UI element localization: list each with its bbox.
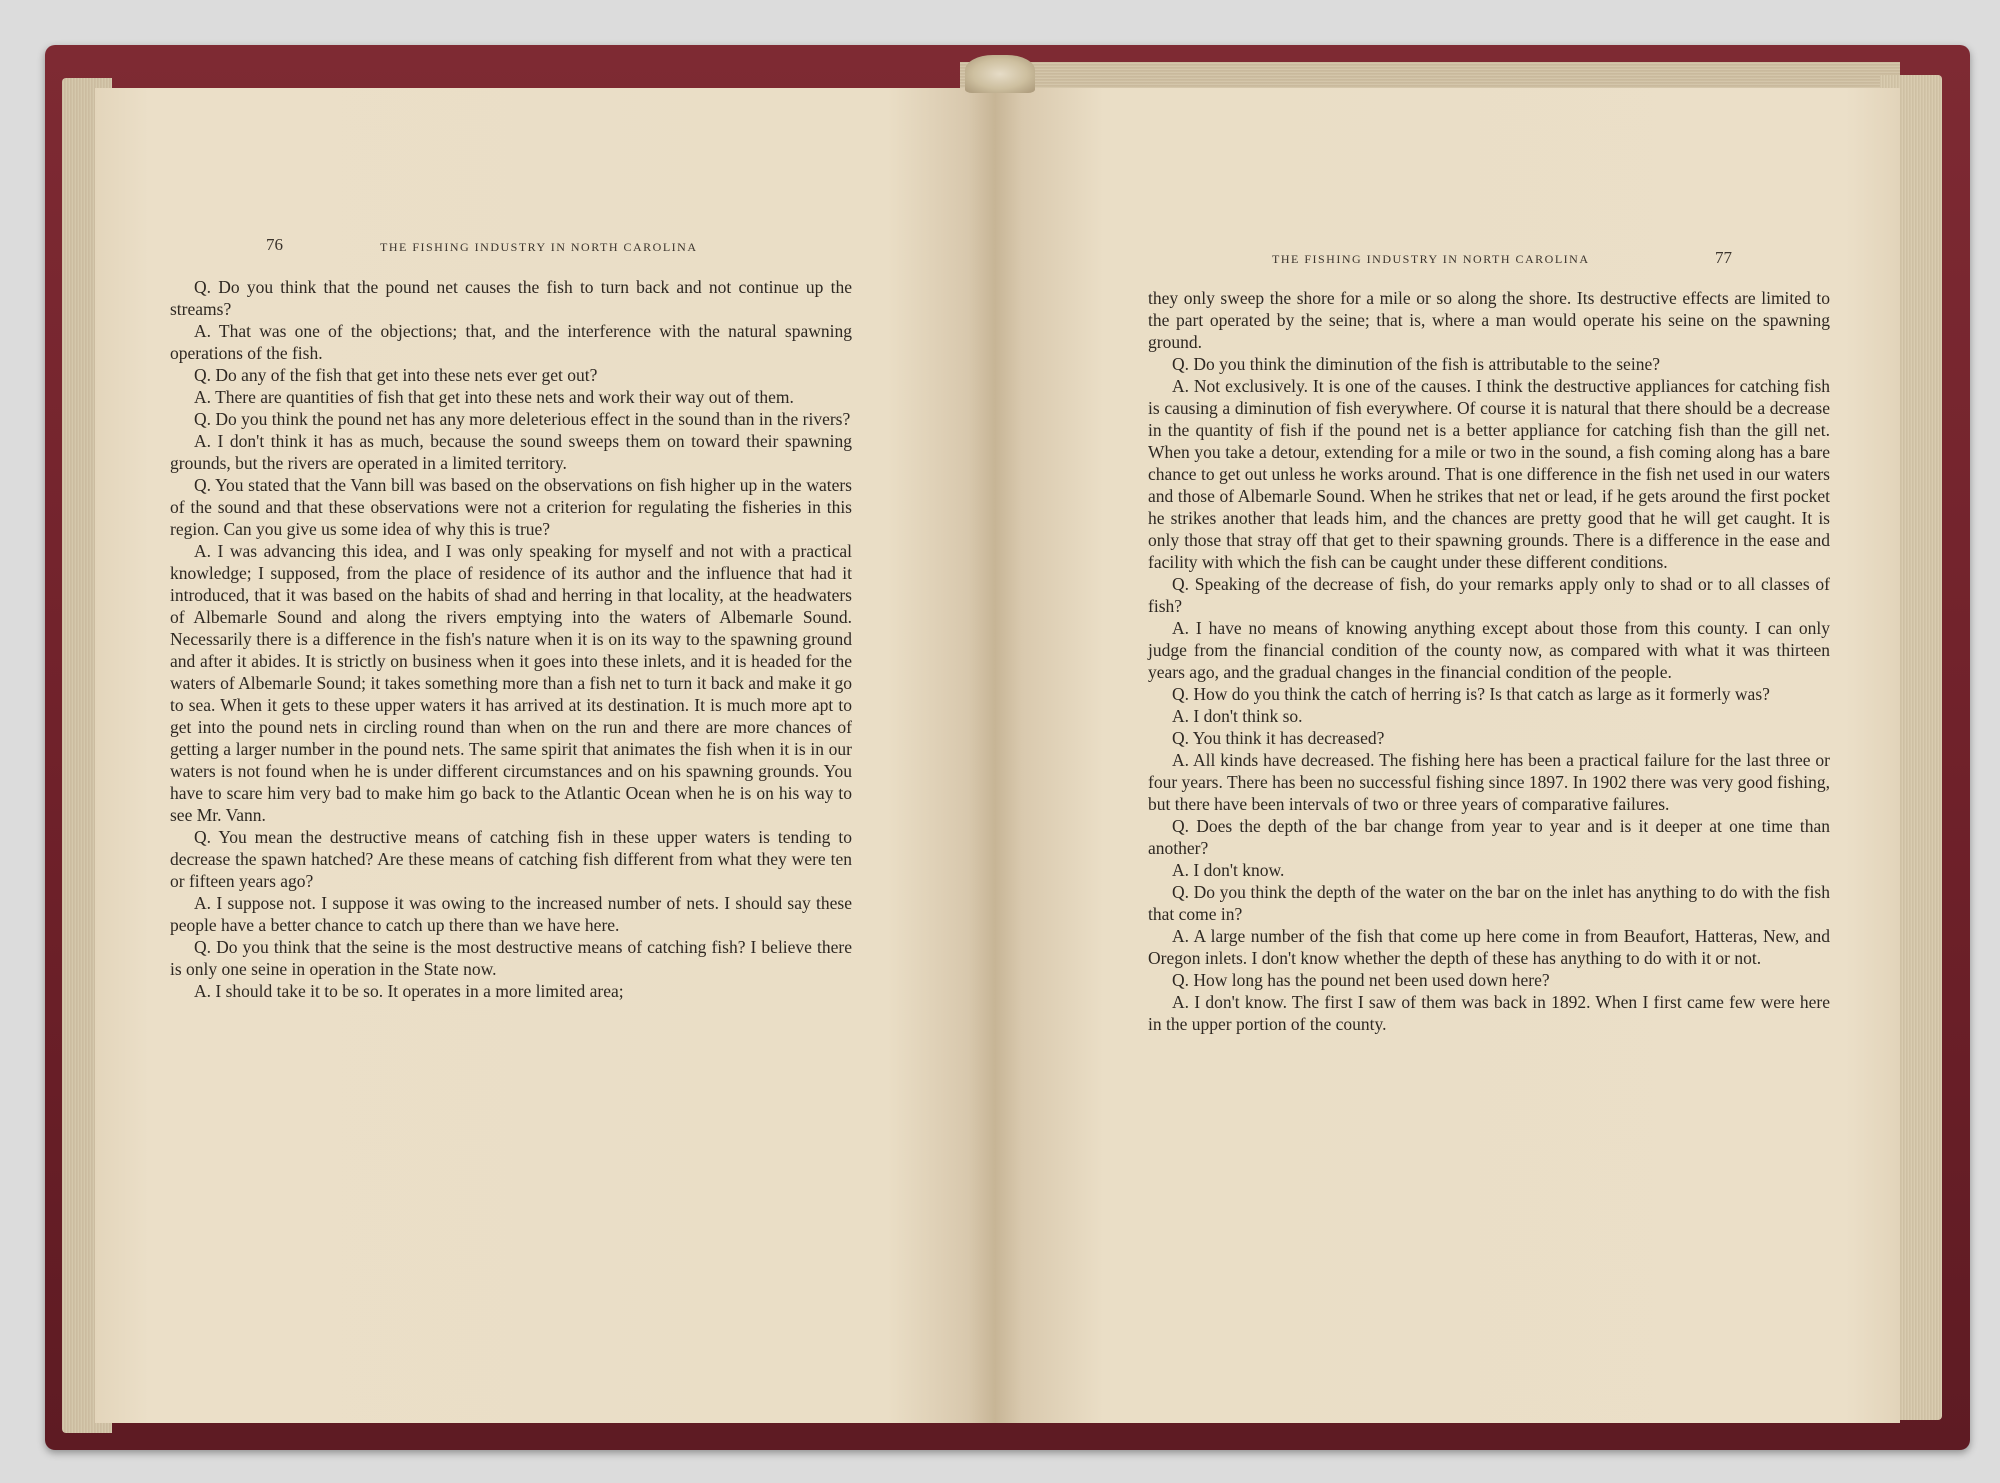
right-paragraph: A. All kinds have decreased. The fishing here has been a practical failure for the last three or four years. There has been no successful fishing since 1897. In 1902 there was very good fishing, but there have been intervals of two or three years of comparative failures. — [1148, 750, 1830, 814]
right-paragraph: A. Not exclusively. It is one of the causes. I think the destructive appliances for catching fish is causing a diminution of fish everywhere. Of course it is natural that there should be a decrease in the quantity of fish if the pound net is a better appliance for catching fish than the gill net. When you take a detour, extending for a mile or two in the sound, a fish coming along has a bare chance to get out unless he works around. That is one difference in the fish net used in our waters and those of Albemarle Sound. When he strikes that net or lead, if he gets around the first pocket he strikes another that leads him, and the chances are pretty good that he will get caught. It is only those that stray off that get to their spawning grounds. There is a difference in the ease and facility with which the fish can be caught under these different conditions. — [1148, 376, 1830, 572]
left-paragraph: A. That was one of the objections; that, and the interference with the natural spawning operations of the fish. — [170, 321, 852, 363]
book-spine — [965, 55, 1035, 93]
left-page-text — [170, 276, 852, 1002]
right-paragraph: Q. Speaking of the decrease of fish, do your remarks apply only to shad or to all classes of fish? — [1148, 574, 1830, 616]
left-paragraph: Q. Do you think that the seine is the most destructive means of catching fish? I believe there is only one seine in operation in the State now. — [170, 937, 852, 979]
right-page-text — [1148, 287, 1830, 1035]
left-paragraph: A. There are quantities of fish that get into these nets and work their way out of them. — [194, 387, 794, 407]
left-paragraph: A. I don't think it has as much, because the sound sweeps them on toward their spawning grounds, but the rivers are operated in a limited territory. — [170, 431, 852, 473]
left-paragraph: Q. You mean the destructive means of catching fish in these upper waters is tending to decrease the spawn hatched? Are these means of catching fish different from what they were ten or fifteen years ago? — [170, 827, 852, 891]
left-paragraph: Q. You stated that the Vann bill was based on the observations on fish higher up in the waters of the sound and that these observations were not a criterion for regulating the fisheries in this region. Can you give us some idea of why this is true? — [170, 475, 852, 539]
left-paragraph: A. I suppose not. I suppose it was owing to the increased number of nets. I should say these people have a better chance to catch up there than we have here. — [170, 893, 852, 935]
left-paragraph: Q. Do you think that the pound net causes the fish to turn back and not continue up the streams? — [170, 277, 852, 319]
right-paragraph: A. I have no means of knowing anything except about those from this county. I can only judge from the financial condition of the county now, as compared with what it was thirteen years ago, and the gradual changes in the financial condition of the people. — [1148, 618, 1830, 682]
right-paragraph: A. I don't know. — [1172, 860, 1285, 880]
right-paragraph: A. I don't think so. — [1172, 706, 1303, 726]
right-paragraph: A. I don't know. The first I saw of them was back in 1892. When I first came few were here in the upper portion of the county. — [1148, 992, 1830, 1034]
left-page-number: 76 — [266, 235, 283, 254]
right-paragraph: they only sweep the shore for a mile or so along the shore. Its destructive effects are limited to the part operated by the seine; that is, where a man would operate his seine on the spawning ground. — [1148, 288, 1830, 352]
right-paragraph: Q. How long has the pound net been used down here? — [1172, 970, 1550, 990]
right-paragraph: Q. You think it has decreased? — [1172, 728, 1385, 748]
left-paragraph: Q. Do any of the fish that get into these nets ever get out? — [194, 365, 598, 385]
right-paragraph: A. A large number of the fish that come up here come in from Beaufort, Hatteras, New, and Oregon inlets. I don't know whether the depth of these has anything to do with it or not. — [1148, 926, 1830, 968]
left-paragraph: Q. Do you think the pound net has any more deleterious effect in the sound than in the rivers? — [194, 409, 851, 429]
left-paragraph: A. I should take it to be so. It operates in a more limited area; — [194, 981, 624, 1001]
right-page-number: 77 — [1715, 248, 1732, 267]
right-paragraph: Q. Does the depth of the bar change from year to year and is it deeper at one time than another? — [1148, 816, 1830, 858]
right-paragraph: Q. How do you think the catch of herring is? Is that catch as large as it formerly was? — [1172, 684, 1770, 704]
right-paragraph: Q. Do you think the depth of the water on the bar on the inlet has anything to do with the fish that come in? — [1148, 882, 1830, 924]
left-running-head: THE FISHING INDUSTRY IN NORTH CAROLINA — [380, 240, 698, 254]
left-paragraph: A. I was advancing this idea, and I was only speaking for myself and not with a practical knowledge; I supposed, from the place of residence of its author and the influence that had it introduced, that it was based on the habits of shad and herring in that locality, at the headwaters of Albemarle Sound and along the rivers emptying into the waters of Albemarle Sound. Necessarily there is a difference in the fish's nature when it is on its way to the spawning ground and after it abides. It is strictly on business when it goes into these inlets, and it is headed for the waters of Albemarle Sound; it takes something more than a fish net to turn it back and make it go to sea. When it gets to these upper waters it has arrived at its destination. It is much more apt to get into the pound nets in circling round than when on the run and there are more chances of getting a larger number in the pound nets. The same spirit that animates the fish when it is in our waters is not found when he is under different circumstances and on his spawning grounds. You have to scare him very bad to make him go back to the Atlantic Ocean when he is on his way to see Mr. Vann. — [170, 541, 852, 825]
right-paragraph: Q. Do you think the diminution of the fish is attributable to the seine? — [1172, 354, 1660, 374]
right-running-head: THE FISHING INDUSTRY IN NORTH CAROLINA — [1272, 252, 1590, 266]
